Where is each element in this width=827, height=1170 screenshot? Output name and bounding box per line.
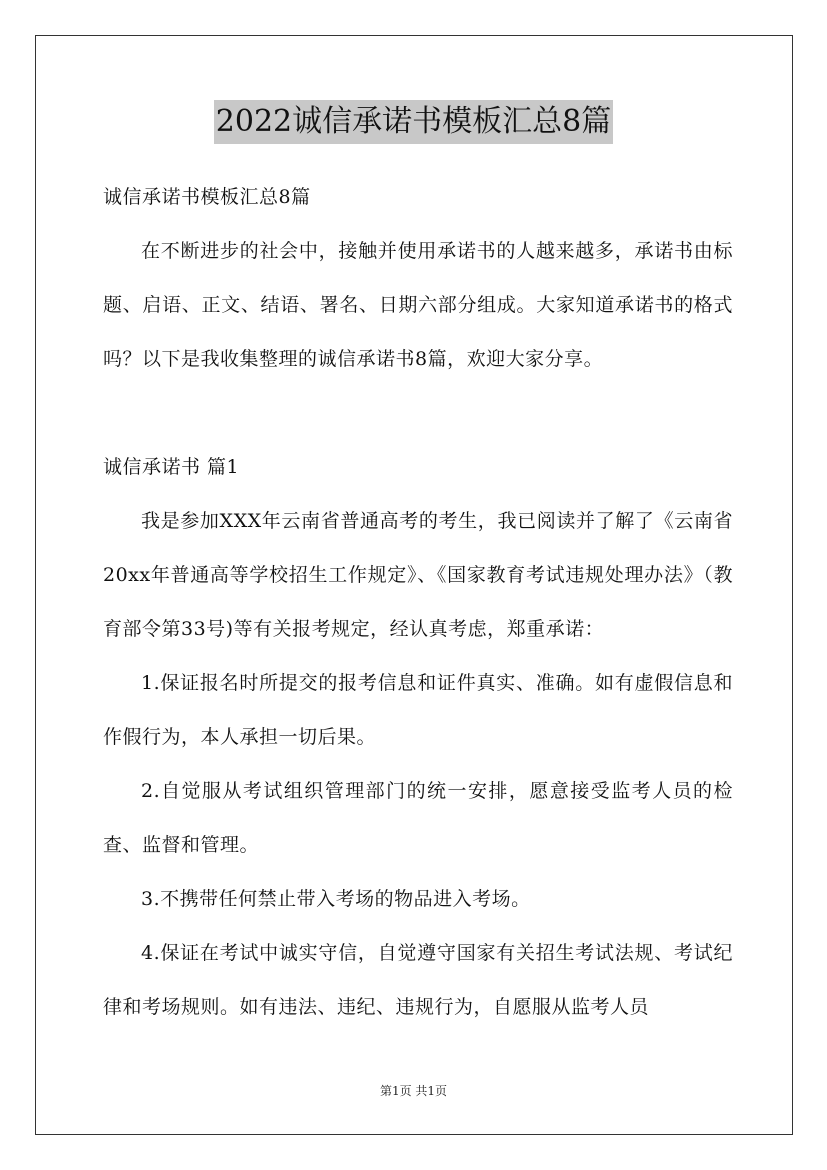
body-paragraph: 4.保证在考试中诚实守信，自觉遵守国家有关招生考试法规、考试纪律和考场规则。如有违法、违纪、违规行为，自愿服从监考人员 <box>103 942 733 1018</box>
page-number: 第1页 共1页 <box>379 1084 448 1098</box>
section-heading: 诚信承诺书 篇1 <box>103 456 240 478</box>
document-subtitle: 诚信承诺书模板汇总8篇 <box>103 186 311 208</box>
document-body <box>103 170 733 1034</box>
intro-paragraph: 在不断进步的社会中，接触并使用承诺书的人越来越多，承诺书由标题、启语、正文、结语、署名、日期六部分组成。大家知道承诺书的格式吗？以下是我收集整理的诚信承诺书8篇，欢迎大家分享。 <box>103 240 733 370</box>
title-wrap <box>0 100 827 144</box>
body-paragraph: 3.不携带任何禁止带入考场的物品进入考场。 <box>141 888 531 910</box>
page-footer <box>0 1082 827 1099</box>
body-paragraph: 2.自觉服从考试组织管理部门的统一安排，愿意接受监考人员的检查、监督和管理。 <box>103 780 733 856</box>
body-paragraph: 我是参加XXX年云南省普通高考的考生，我已阅读并了解了《云南省20xx年普通高等学校招生工作规定》、《国家教育考试违规处理办法》（教育部令第33号)等有关报考规定，经认真考虑，郑重承诺： <box>103 510 733 640</box>
document-title: 2022诚信承诺书模板汇总8篇 <box>214 100 613 144</box>
paragraph-spacer <box>103 386 733 440</box>
body-paragraph: 1.保证报名时所提交的报考信息和证件真实、准确。如有虚假信息和作假行为，本人承担一切后果。 <box>103 672 733 748</box>
